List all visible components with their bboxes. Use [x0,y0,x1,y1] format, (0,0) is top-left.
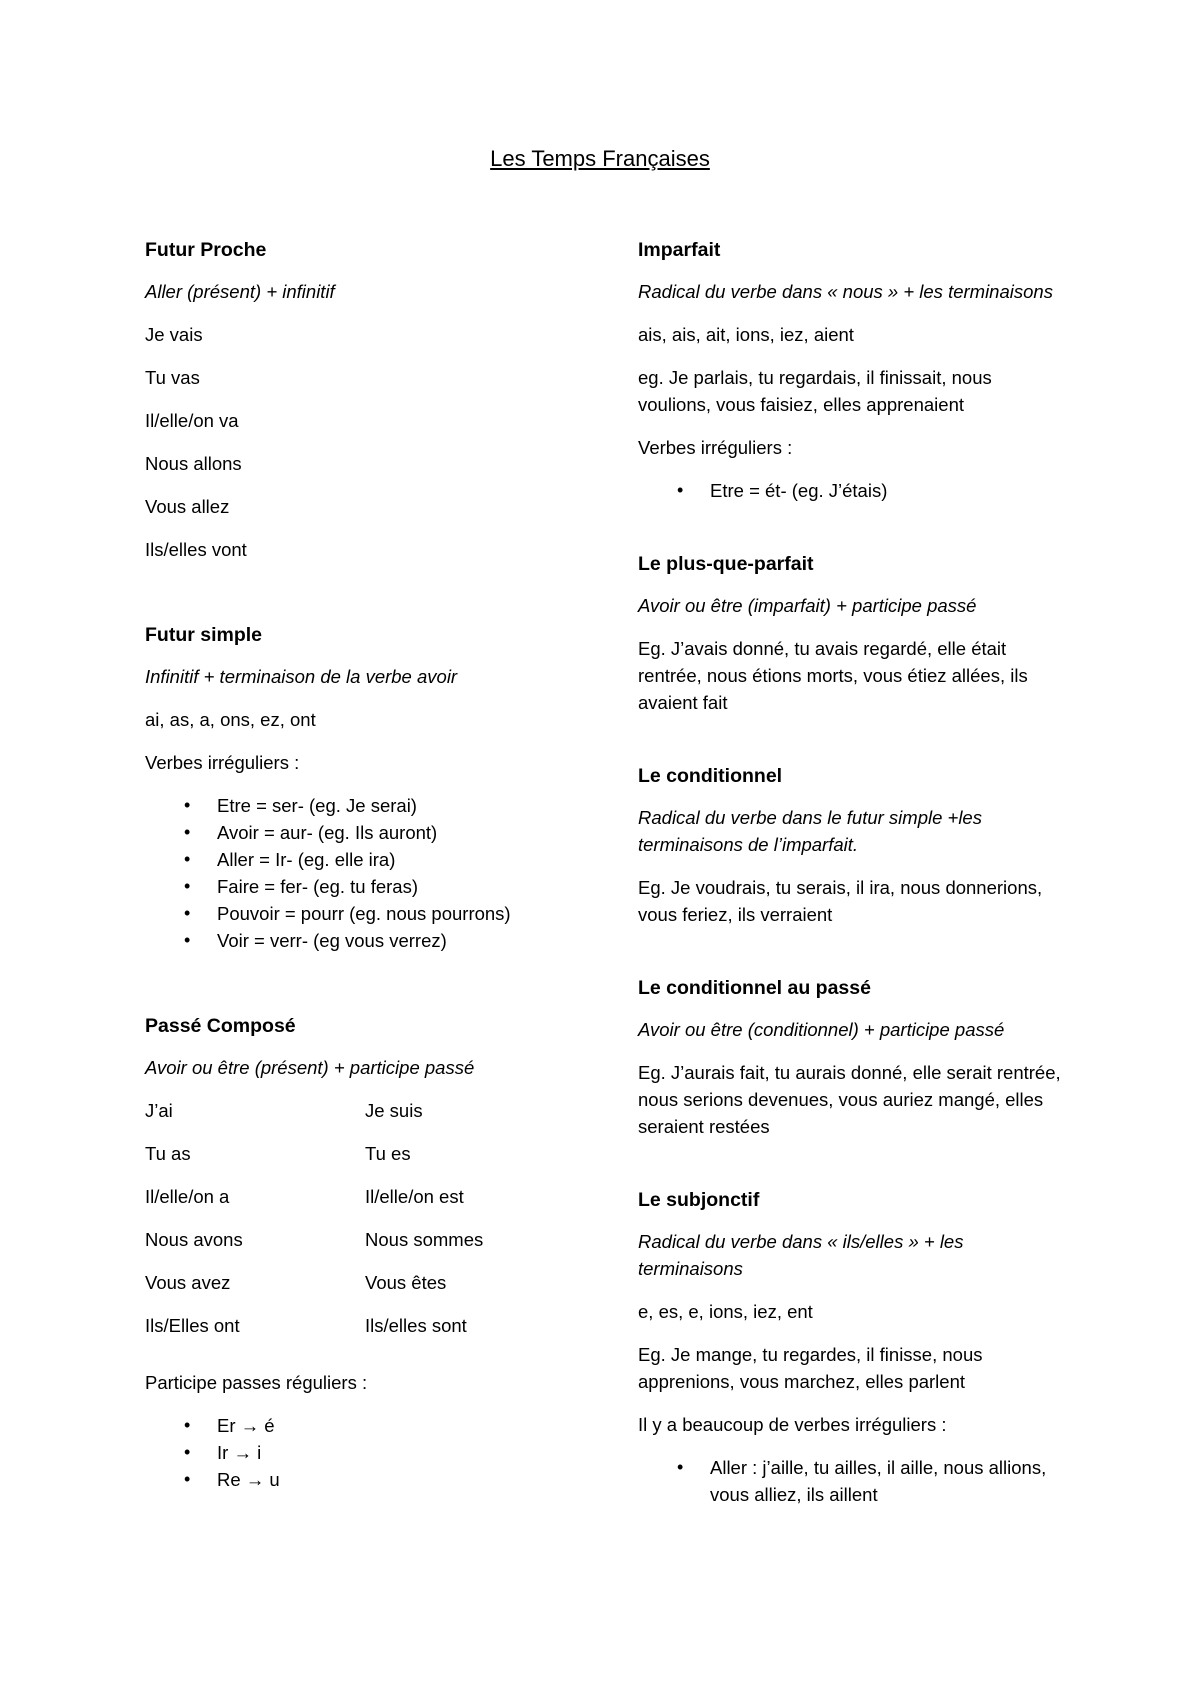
formula: Radical du verbe dans « ils/elles » + les terminaisons [638,1231,964,1279]
example: Eg. J’avais donné, tu avais regardé, elle était rentrée, nous étions morts, vous étiez allées, ils avaient fait [638,638,1028,713]
table-cell: Nous avons [145,1229,243,1250]
list-item: • Avoir = aur- (eg. Ils auront) [217,819,615,846]
table-cell: J’ai [145,1100,173,1121]
table-cell: Je suis [365,1100,423,1121]
table-cell: Nous sommes [365,1229,484,1250]
example: Eg. Je mange, tu regardes, il finisse, nous apprenions, vous marchez, elles parlent [638,1344,983,1392]
list-item: • Re → u [217,1466,615,1493]
irregular-list [638,477,1068,504]
section-heading: Le conditionnel [638,765,783,787]
table-row [145,1226,585,1269]
table-cell: Vous avez [145,1272,231,1293]
irregular-list [145,792,615,954]
list-item: • Etre = ser- (eg. Je serai) [217,792,615,819]
irregular-list [638,1454,1068,1508]
table-row [145,1312,585,1355]
list-item: • Voir = verr- (eg vous verrez) [217,927,615,954]
section-heading: Passé Composé [145,1015,296,1037]
section-passe-compose [145,1012,615,1493]
table-cell: Ils/elles sont [365,1315,467,1336]
conjugation-table [145,1097,585,1355]
page-title: Les Temps Françaises [490,146,710,171]
conjugation-line: Je vais [145,324,203,345]
endings: e, es, e, ions, iez, ent [638,1301,813,1322]
section-subjonctif [638,1186,1068,1508]
table-row [145,1183,585,1226]
irregular-label: Verbes irréguliers : [638,437,793,458]
participle-label: Participe passes réguliers : [145,1372,368,1393]
table-row [145,1269,585,1312]
example: Eg. Je voudrais, tu serais, il ira, nous donnerions, vous feriez, ils verraient [638,877,1043,925]
formula: Avoir ou être (imparfait) + participe passé [638,595,977,616]
section-heading: Le subjonctif [638,1189,760,1211]
table-cell: Tu es [365,1143,411,1164]
example: Eg. J’aurais fait, tu aurais donné, elle serait rentrée, nous serions devenues, vous auriez mangé, elles seraient restées [638,1062,1061,1137]
table-row [145,1097,585,1140]
left-column [145,236,615,1551]
conjugation-list [145,321,615,563]
right-column [638,236,1068,1566]
formula: Radical du verbe dans « nous » + les terminaisons [638,281,1053,302]
list-item: • Aller : j’aille, tu ailles, il aille, nous allions, vous alliez, ils aillent [710,1454,1068,1508]
conjugation-line: Nous allons [145,453,242,474]
formula: Avoir ou être (conditionnel) + participe passé [638,1019,1005,1040]
formula: Avoir ou être (présent) + participe passé [145,1057,475,1078]
section-heading: Le plus-que-parfait [638,553,814,575]
list-item: • Pouvoir = pourr (eg. nous pourrons) [217,900,615,927]
participle-list [145,1412,615,1493]
list-item: • Er → é [217,1412,615,1439]
list-item: • Faire = fer- (eg. tu feras) [217,873,615,900]
endings: ais, ais, ait, ions, iez, aient [638,324,854,345]
formula: Radical du verbe dans le futur simple +les terminaisons de l’imparfait. [638,807,982,855]
section-conditionnel-passe [638,974,1068,1140]
section-heading: Le conditionnel au passé [638,977,871,999]
list-item: • Ir → i [217,1439,615,1466]
section-heading: Imparfait [638,239,721,261]
example: eg. Je parlais, tu regardais, il finissait, nous voulions, vous faisiez, elles apprenaient [638,367,992,415]
irregular-label: Verbes irréguliers : [145,752,300,773]
table-cell: Il/elle/on est [365,1186,464,1207]
irregular-label: Il y a beaucoup de verbes irréguliers : [638,1414,947,1435]
table-row [145,1140,585,1183]
section-heading: Futur Proche [145,239,267,261]
list-item: • Etre = ét- (eg. J’étais) [710,477,1068,504]
table-cell: Vous êtes [365,1272,447,1293]
formula: Infinitif + terminaison de la verbe avoir [145,666,458,687]
section-heading: Futur simple [145,624,263,646]
conjugation-line: Vous allez [145,496,230,517]
formula: Aller (présent) + infinitif [145,281,335,302]
conjugation-line: Ils/elles vont [145,539,247,560]
table-cell: Tu as [145,1143,191,1164]
table-cell: Il/elle/on a [145,1186,230,1207]
section-futur-simple [145,621,615,954]
section-imparfait [638,236,1068,504]
section-conditionnel [638,762,1068,928]
conjugation-line: Tu vas [145,367,200,388]
endings: ai, as, a, ons, ez, ont [145,709,316,730]
conjugation-line: Il/elle/on va [145,410,239,431]
table-cell: Ils/Elles ont [145,1315,240,1336]
list-item: • Aller = Ir- (eg. elle ira) [217,846,615,873]
section-futur-proche [145,236,615,563]
section-plus-que-parfait [638,550,1068,716]
